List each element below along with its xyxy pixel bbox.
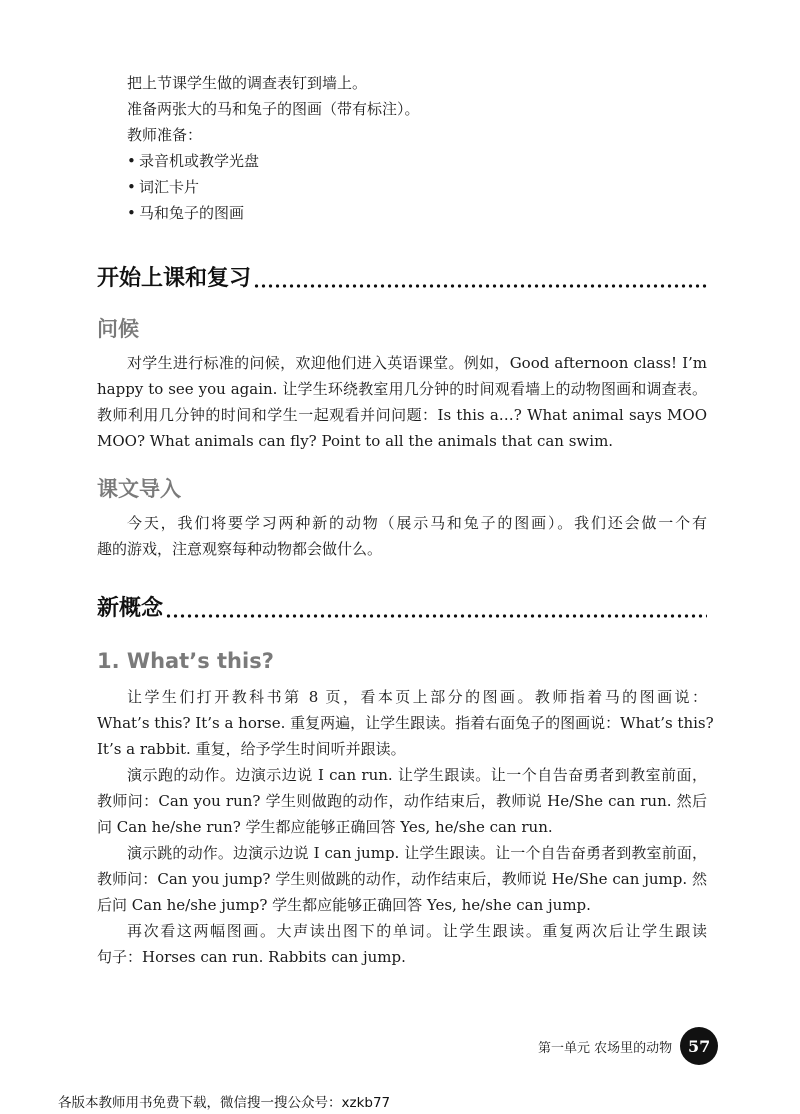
bullet-item (127, 174, 707, 200)
dotted-rule (165, 613, 707, 619)
bullet-text: 录音机或教学光盘 (139, 152, 260, 170)
bullet-icon: • (127, 204, 136, 222)
prep-line: 把上节课学生做的调查表钉到墙上。 (127, 74, 368, 92)
text-line: 教师问：Can you jump? 学生则做跳的动作，动作结束后，教师说 He/She can jump. 然 (97, 870, 707, 888)
section-heading-warmup (97, 264, 707, 294)
text-line: It’s a rabbit. 重复，给予学生时间听并跟读。 (97, 740, 406, 758)
prep-line: 准备两张大的马和兔子的图画（带有标注）。 (127, 100, 420, 118)
dotted-rule (253, 283, 707, 289)
text-line: 趣的游戏，注意观察每种动物都会做什么。 (97, 540, 383, 558)
intro-paragraph (97, 510, 707, 562)
text-line: 对学生进行标准的问候，欢迎他们进入英语课堂。例如，Good afternoon class! I’m (127, 354, 707, 372)
text-line: 教师问：Can you run? 学生则做跑的动作，动作结束后，教师说 He/She can run. 然后 (97, 792, 707, 810)
text-line: happy to see you again. 让学生环绕教室用几分钟的时间观看墙上的动物图画和调查表。 (97, 380, 707, 398)
text-line: 演示跑的动作。边演示边说 I can run. 让学生跟读。让一个自告奋勇者到教室前面， (127, 766, 707, 784)
subheading-whats-this: 1. What’s this? (97, 649, 274, 673)
text-line: 再次看这两幅图画。大声读出图下的单词。让学生跟读。重复两次后让学生跟读 (127, 922, 707, 940)
section-title: 开始上课和复习 (97, 266, 252, 291)
unit-label: 第一单元 农场里的动物 (538, 1040, 673, 1056)
bullet-text: 马和兔子的图画 (139, 204, 245, 222)
preparation-block (97, 70, 707, 226)
text-line: 句子：Horses can run. Rabbits can jump. (97, 948, 406, 966)
text-line: 后问 Can he/she jump? 学生都应能够正确回答 Yes, he/she can jump. (97, 896, 591, 914)
text-line: 今天，我们将要学习两种新的动物（展示马和兔子的图画）。我们还会做一个有 (127, 514, 707, 532)
text-line: 问 Can he/she run? 学生都应能够正确回答 Yes, he/she can run. (97, 818, 553, 836)
bullet-text: 词汇卡片 (139, 178, 200, 196)
section-title: 新概念 (97, 596, 164, 621)
bullet-icon: • (127, 178, 136, 196)
text-line: MOO? What animals can fly? Point to all the animals that can swim. (97, 432, 614, 450)
page-number-badge: 57 (680, 1027, 718, 1065)
section-heading-new-concepts (97, 594, 707, 624)
concept-paragraph (97, 840, 707, 918)
greeting-paragraph (97, 350, 707, 454)
bullet-item (127, 200, 707, 226)
text-line: 让学生们打开教科书第 8 页，看本页上部分的图画。教师指着马的图画说： (127, 688, 707, 706)
concept-paragraph (97, 918, 707, 970)
bullet-item (127, 148, 707, 174)
subheading-greeting: 问候 (97, 317, 139, 341)
concept-paragraph (97, 762, 707, 840)
prep-line: 教师准备： (127, 126, 203, 144)
text-line: 演示跳的动作。边演示边说 I can jump. 让学生跟读。让一个自告奋勇者到教室前面， (127, 844, 707, 862)
page-content (97, 70, 714, 970)
text-line: What’s this? It’s a horse. 重复两遍，让学生跟读。指着右面兔子的图画说：What’s this? (97, 714, 714, 732)
download-notice: 各版本教师用书免费下载，微信搜一搜公众号：xzkb77 (58, 1095, 391, 1111)
concept-paragraph (97, 684, 714, 762)
subheading-lesson-intro: 课文导入 (97, 477, 181, 501)
bullet-icon: • (127, 152, 136, 170)
text-line: 教师利用几分钟的时间和学生一起观看并问问题：Is this a…? What animal says MOO (97, 406, 707, 424)
page-footer (538, 1027, 718, 1065)
